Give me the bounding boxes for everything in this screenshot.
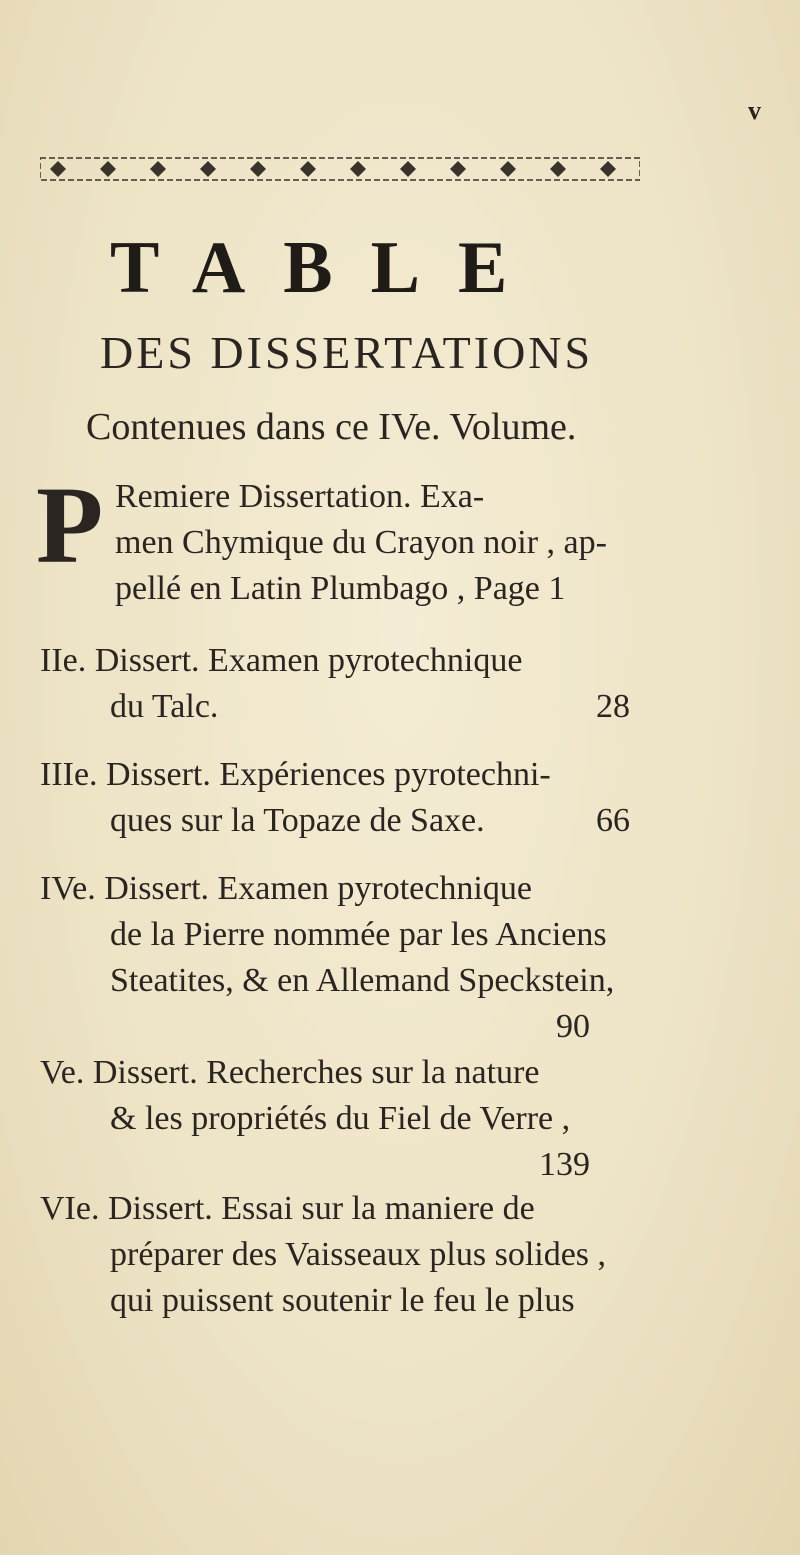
page-subtitle: DES DISSERTATIONS (100, 327, 594, 378)
signature-mark: v (748, 96, 761, 125)
entry-6-line-3: qui puissent soutenir le feu le plus (110, 1282, 575, 1319)
entry-6-line-1: VIe. Dissert. Essai sur la maniere de (40, 1190, 535, 1227)
entry-1-cont (115, 566, 635, 612)
entry-2-line-2: du Talc. (110, 688, 219, 725)
entry-5-line-1: Ve. Dissert. Recherches sur la nature (40, 1054, 540, 1091)
entry-5 (40, 1050, 630, 1188)
entry-2-page: 28 (596, 688, 630, 725)
entry-3 (40, 752, 630, 844)
entry-4-line-1: IVe. Dissert. Examen pyrotechnique (40, 870, 532, 907)
entry-6 (40, 1186, 630, 1324)
entry-1-line-2: men Chymique du Crayon noir , ap- (115, 524, 607, 561)
entry-1-line-1: Remiere Dissertation. Exa- (115, 478, 485, 515)
entry-4-page: 90 (556, 1008, 590, 1045)
entry-3-page: 66 (596, 802, 630, 839)
entry-2 (40, 638, 630, 730)
decorative-border (40, 138, 640, 198)
entry-4 (40, 866, 630, 1050)
entry-5-line-2: & les propriétés du Fiel de Verre , (110, 1100, 571, 1137)
entry-4-line-3: Steatites, & en Allemand Speckstein, (110, 962, 615, 999)
entry-1-line-3: pellé en Latin Plumbago , Page 1 (115, 570, 566, 607)
contents-line: Contenues dans ce IVe. Volume. (86, 406, 577, 448)
entry-3-line-1: IIIe. Dissert. Expériences pyrotechni- (40, 756, 551, 793)
entry-3-line-2: ques sur la Topaze de Saxe. (110, 802, 485, 839)
entry-2-line-1: IIe. Dissert. Examen pyrotechnique (40, 642, 523, 679)
dropcap: P (36, 464, 104, 586)
entry-1 (115, 474, 635, 566)
entry-4-line-2: de la Pierre nommée par les Anciens (110, 916, 607, 953)
entry-6-line-2: préparer des Vaisseaux plus solides , (110, 1236, 607, 1273)
entry-5-page: 139 (539, 1146, 590, 1183)
page-title: TABLE (110, 227, 546, 309)
